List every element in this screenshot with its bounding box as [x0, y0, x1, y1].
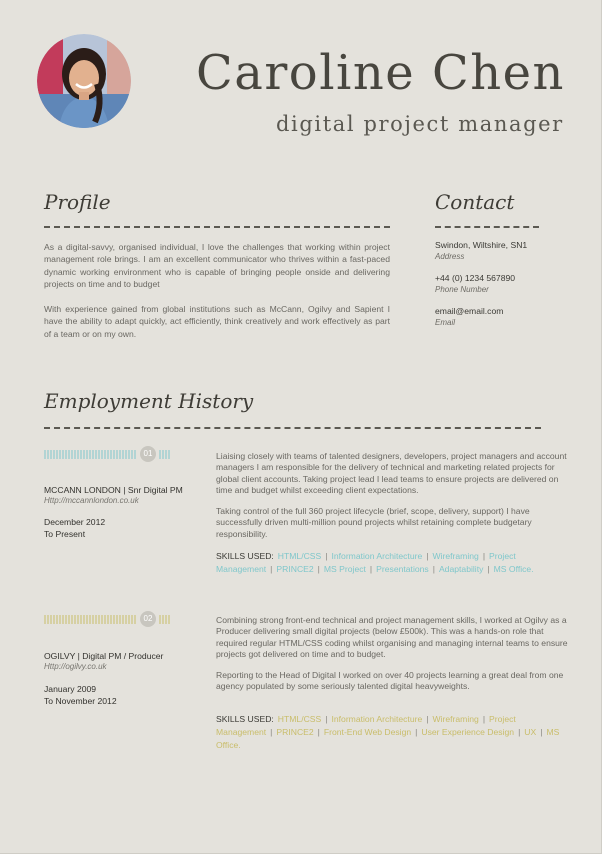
job-date-from: January 2009 [44, 684, 97, 694]
profile-paragraph: With experience gained from global institutions such as McCann, Ogilvy and Sapient I have the ability to adapt quickly, act efficiently, think creatively and work effectively as part of a team or on my own. [44, 304, 390, 339]
skill-item: Information Architecture [331, 551, 423, 561]
job-url[interactable]: Http://mccannlondon.co.uk [44, 496, 139, 505]
job-skills [216, 713, 572, 752]
skill-separator: | [270, 564, 273, 574]
profile-heading: Profile [44, 190, 111, 214]
skill-separator: | [270, 727, 273, 737]
skill-separator: | [432, 564, 435, 574]
contact-phone: +44 (0) 1234 567890 [435, 273, 516, 283]
skill-item: Presentations [376, 564, 429, 574]
skill-separator: | [518, 727, 521, 737]
contact-heading: Contact [435, 190, 515, 214]
skill-item: MS Office. [493, 564, 534, 574]
contact-divider [435, 226, 539, 228]
contact-email[interactable]: email@email.com [435, 306, 504, 316]
skill-separator: | [317, 564, 320, 574]
candidate-name: Caroline Chen [196, 45, 565, 101]
profile-divider [44, 226, 390, 228]
job-date-from: December 2012 [44, 517, 106, 527]
skill-separator: | [487, 564, 490, 574]
skill-separator: | [325, 551, 328, 561]
skill-item: UX [524, 727, 537, 737]
skill-item: PRINCE2 [276, 727, 314, 737]
skill-separator: | [540, 727, 543, 737]
contact-email-label: Email [435, 318, 456, 327]
skill-item: MS Office. [216, 727, 560, 750]
contact-phone-label: Phone Number [435, 285, 489, 294]
skill-item: MS Project [323, 564, 366, 574]
job-skills [216, 550, 572, 576]
skill-item: Front-End Web Design [323, 727, 412, 737]
skill-separator: | [426, 714, 429, 724]
job-company: MCCANN LONDON | Snr Digital PM [44, 485, 183, 495]
job-date-to: To Present [44, 529, 86, 539]
skill-separator: | [369, 564, 373, 574]
job-number-badge: 02 [140, 611, 156, 627]
skills-label: SKILLS USED: [216, 551, 274, 561]
job-description: Reporting to the Head of Digital I worked on over 40 projects learning a great deal from one agency populated by some seriously talented digital heavyweights. [216, 670, 564, 692]
skill-item: Wireframing [432, 714, 479, 724]
candidate-title: digital project manager [276, 112, 564, 136]
job-number-badge: 01 [140, 446, 156, 462]
profile-paragraph: As a digital-savvy, organised individual, I love the challenges that working within project management role brings. I am an excellent communicator who thrives within a fast-paced dynamic working environment who is capable of bringing people onside and delivering projects on time and to budget [44, 242, 390, 289]
skill-item: PRINCE2 [276, 564, 314, 574]
skill-item: HTML/CSS [277, 551, 322, 561]
job-description: Combining strong front-end technical and project management skills, I worked at Ogilvy as a Producer delivering small digital projects (below £500k). This was a hands-on role that required regular HTML/CSS coding whilst organising and managing internal teams to ensure projects got delivered on time and to budget. [216, 615, 568, 660]
skill-item: Adaptability [438, 564, 484, 574]
employment-heading: Employment History [44, 389, 254, 413]
skill-separator: | [325, 714, 328, 724]
job-date-to: To November 2012 [44, 696, 117, 706]
skill-item: Project Management [216, 714, 516, 737]
job-url[interactable]: Http://ogilvy.co.uk [44, 662, 107, 671]
skill-item: HTML/CSS [277, 714, 322, 724]
skill-item: Information Architecture [331, 714, 423, 724]
job-description: Taking control of the full 360 project lifecycle (brief, scope, delivery, support) I have successfully driven multi-million pound projects whilst retaining complete budgetary responsibility. [216, 506, 532, 539]
skill-item: User Experience Design [421, 727, 515, 737]
contact-address-label: Address [435, 252, 465, 261]
profile-photo-icon [37, 34, 131, 128]
skill-item: Project Management [216, 551, 516, 574]
skill-separator: | [415, 727, 418, 737]
skill-separator: | [482, 714, 486, 724]
contact-address: Swindon, Wiltshire, SN1 [435, 240, 528, 250]
skill-separator: | [426, 551, 429, 561]
job-company: OGILVY | Digital PM / Producer [44, 651, 164, 661]
skill-separator: | [317, 727, 320, 737]
job-description: Liaising closely with teams of talented designers, developers, project managers and account managers I am responsible for the delivery of technical and marketing related projects for global client accounts. Taking project lead I lead teams to ensure projects are delivered on time and budget whilst exceeding client expectations. [216, 451, 567, 496]
employment-divider [44, 427, 541, 429]
avatar [37, 34, 131, 128]
skill-item: Wireframing [432, 551, 479, 561]
skills-label: SKILLS USED: [216, 714, 274, 724]
skill-separator: | [482, 551, 486, 561]
